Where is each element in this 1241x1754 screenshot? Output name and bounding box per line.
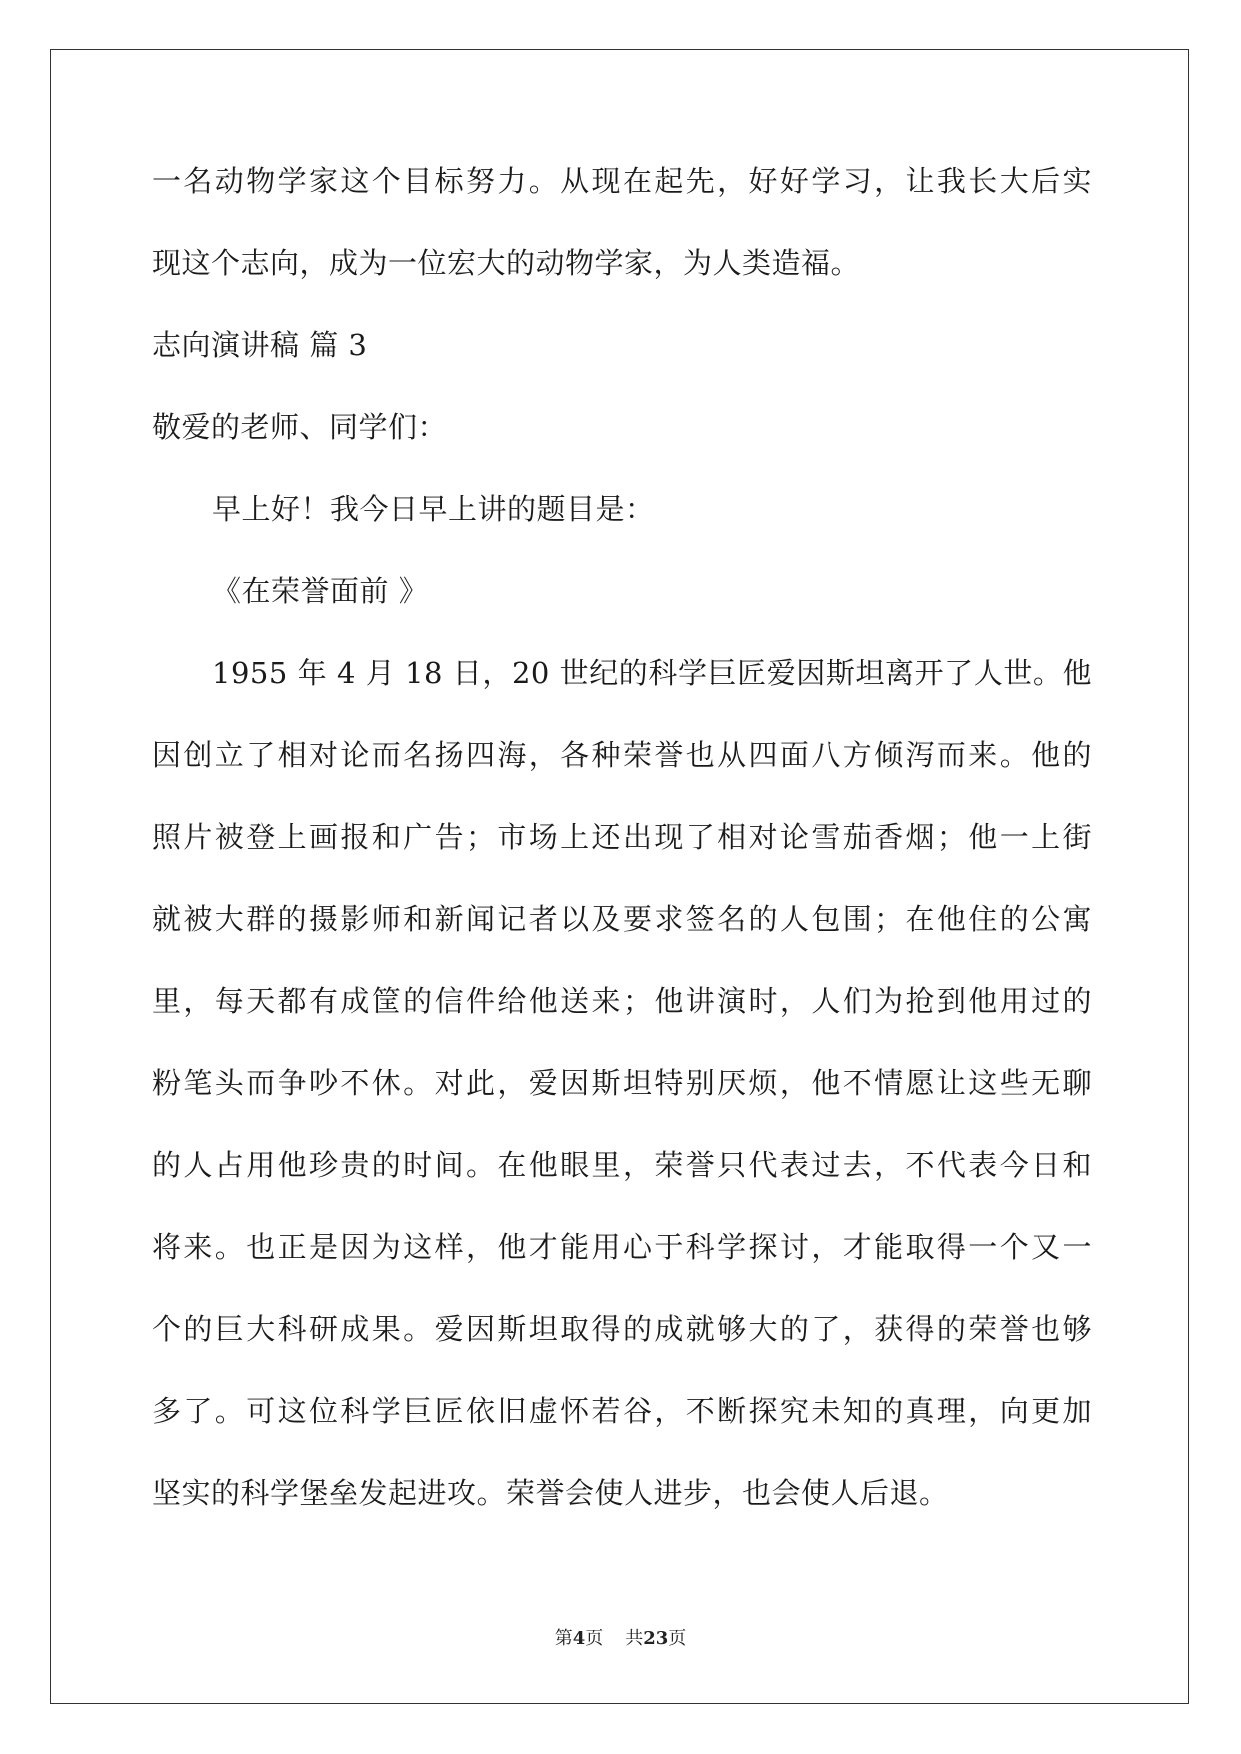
paragraph-line: 一名动物学家这个目标努力。从现在起先，好好学习，让我长大后实	[152, 164, 1092, 198]
footer-prefix: 第	[554, 1628, 573, 1649]
current-page-number: 4	[572, 1628, 586, 1649]
footer-total-unit: 页	[668, 1628, 687, 1649]
paragraph-line: 里，每天都有成筐的信件给他送来；他讲演时，人们为抢到他用过的	[152, 984, 1092, 1018]
speech-title: 《在荣誉面前 》	[212, 574, 429, 608]
salutation: 敬爱的老师、同学们：	[152, 410, 448, 444]
paragraph-line: 坚实的科学堡垒发起进攻。荣誉会使人进步，也会使人后退。	[152, 1476, 949, 1510]
paragraph-line: 的人占用他珍贵的时间。在他眼里，荣誉只代表过去，不代表今日和	[152, 1148, 1092, 1182]
paragraph-line: 就被大群的摄影师和新闻记者以及要求签名的人包围；在他住的公寓	[152, 902, 1092, 936]
page-footer	[0, 1624, 1241, 1650]
section-heading: 志向演讲稿 篇 3	[152, 328, 368, 362]
paragraph-line: 1955 年 4 月 18 日，20 世纪的科学巨匠爱因斯坦离开了人世。他	[212, 656, 1092, 690]
footer-page-unit: 页	[585, 1628, 604, 1649]
paragraph-line: 照片被登上画报和广告；市场上还出现了相对论雪茄香烟；他一上街	[152, 820, 1092, 854]
footer-total-prefix: 共	[625, 1628, 644, 1649]
paragraph-line: 现这个志向，成为一位宏大的动物学家，为人类造福。	[152, 246, 861, 280]
paragraph-line: 粉笔头而争吵不休。对此，爱因斯坦特别厌烦，他不情愿让这些无聊	[152, 1066, 1092, 1100]
paragraph-line: 个的巨大科研成果。爱因斯坦取得的成就够大的了，获得的荣誉也够	[152, 1312, 1092, 1346]
total-pages-number: 23	[643, 1628, 669, 1649]
paragraph-line: 多了。可这位科学巨匠依旧虚怀若谷，不断探究未知的真理，向更加	[152, 1394, 1092, 1428]
paragraph-line: 因创立了相对论而名扬四海，各种荣誉也从四面八方倾泻而来。他的	[152, 738, 1092, 772]
paragraph-line: 早上好！我今日早上讲的题目是：	[212, 492, 655, 526]
document-body	[152, 160, 1092, 1554]
paragraph-line: 将来。也正是因为这样，他才能用心于科学探讨，才能取得一个又一	[152, 1230, 1092, 1264]
